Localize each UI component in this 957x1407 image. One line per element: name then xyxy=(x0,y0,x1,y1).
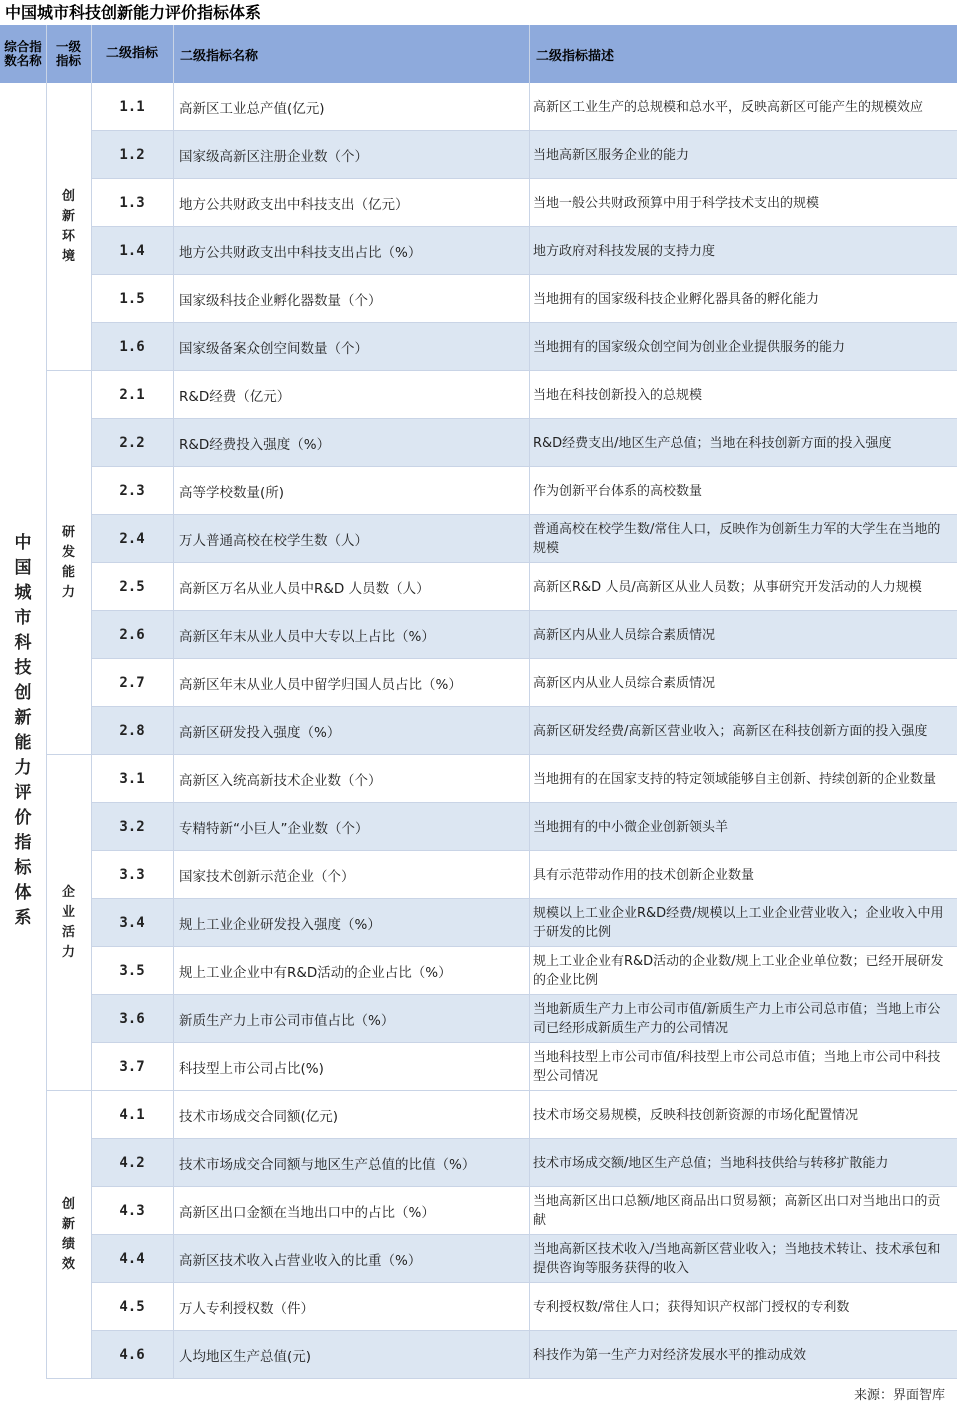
indicator-code xyxy=(91,1331,173,1379)
indicator-desc xyxy=(529,659,957,707)
indicator-name-text: 新质生产力上市公司市值占比（%） xyxy=(179,1013,395,1029)
indicator-name xyxy=(173,1331,529,1379)
indicator-code-text: 1.4 xyxy=(119,243,145,259)
indicator-code xyxy=(91,1043,173,1091)
indicator-code-text: 3.6 xyxy=(119,1011,145,1027)
indicator-code xyxy=(91,1235,173,1283)
indicator-code xyxy=(91,227,173,275)
composite-name-cell xyxy=(0,83,46,1379)
header-level2 xyxy=(91,25,173,83)
indicator-name-text: 专精特新“小巨人”企业数（个） xyxy=(179,821,369,837)
indicator-name xyxy=(173,419,529,467)
indicator-desc-text: 高新区内从业人员综合素质情况 xyxy=(533,675,716,691)
indicator-code-text: 4.5 xyxy=(119,1299,145,1315)
indicator-name xyxy=(173,611,529,659)
indicator-name-text: 高新区出口金额在当地出口中的占比（%） xyxy=(179,1205,435,1221)
indicator-desc xyxy=(529,1283,957,1331)
indicator-desc xyxy=(529,371,957,419)
indicator-name-text: 科技型上市公司占比(%) xyxy=(179,1061,324,1077)
indicator-code-text: 2.1 xyxy=(119,387,145,403)
indicator-desc-text: 地方政府对科技发展的支持力度 xyxy=(533,243,716,259)
indicator-name-text: 国家级备案众创空间数量（个） xyxy=(179,341,368,357)
indicator-code-text: 1.1 xyxy=(119,99,145,115)
indicator-desc-text: 当地拥有的国家级众创空间为创业企业提供服务的能力 xyxy=(533,339,846,355)
indicator-desc-text: 当地高新区服务企业的能力 xyxy=(533,147,690,163)
indicator-desc-text: 科技作为第一生产力对经济发展水平的推动成效 xyxy=(533,1347,807,1363)
source-note: 来源：界面智库 xyxy=(853,1388,945,1403)
indicator-name xyxy=(173,899,529,947)
indicator-desc xyxy=(529,1235,957,1283)
group-divider xyxy=(46,1090,91,1091)
column-divider xyxy=(173,25,174,1379)
composite-name: 中国城市科技创新能力评价指标体系 xyxy=(14,533,32,928)
indicator-name-text: R&D经费（亿元） xyxy=(179,389,291,405)
indicator-desc-text: 高新区工业生产的总规模和总水平，反映高新区可能产生的规模效应 xyxy=(533,99,924,115)
indicator-desc xyxy=(529,899,957,947)
header-name xyxy=(173,25,529,83)
indicator-code-text: 1.3 xyxy=(119,195,145,211)
indicator-code-text: 4.6 xyxy=(119,1347,145,1363)
level1-cell xyxy=(46,1091,91,1379)
indicator-code xyxy=(91,323,173,371)
group-divider xyxy=(46,1378,91,1379)
indicator-code-text: 2.6 xyxy=(119,627,145,643)
indicator-name xyxy=(173,1091,529,1139)
row-divider xyxy=(91,1378,957,1379)
indicator-desc xyxy=(529,83,957,131)
indicator-name xyxy=(173,323,529,371)
indicator-desc xyxy=(529,707,957,755)
indicator-desc xyxy=(529,1091,957,1139)
indicator-code xyxy=(91,1283,173,1331)
indicator-code xyxy=(91,419,173,467)
indicator-name-text: 高新区年末从业人员中大专以上占比（%） xyxy=(179,629,435,645)
indicator-name xyxy=(173,563,529,611)
indicator-name-text: 国家技术创新示范企业（个） xyxy=(179,869,355,885)
indicator-code-text: 1.5 xyxy=(119,291,145,307)
indicator-name-text: 高新区入统高新技术企业数（个） xyxy=(179,773,382,789)
indicator-name-text: 高新区技术收入占营业收入的比重（%） xyxy=(179,1253,422,1269)
indicator-desc-text: 规模以上工业企业R&D经费/规模以上工业企业营业收入；企业收入中用于研发的比例 xyxy=(533,906,944,940)
indicator-desc-text: 具有示范带动作用的技术创新企业数量 xyxy=(533,867,755,883)
indicator-desc-text: 当地拥有的在国家支持的特定领域能够自主创新、持续创新的企业数量 xyxy=(533,771,937,787)
indicator-code-text: 3.7 xyxy=(119,1059,145,1075)
indicator-code-text: 1.6 xyxy=(119,339,145,355)
indicator-desc-text: 当地新质生产力上市公司市值/新质生产力上市公司总市值；当地上市公司已经形成新质生产力的公司情况 xyxy=(533,1002,941,1036)
indicator-name xyxy=(173,83,529,131)
indicator-code-text: 3.3 xyxy=(119,867,145,883)
indicator-desc-text: 当地一般公共财政预算中用于科学技术支出的规模 xyxy=(533,195,820,211)
indicator-desc-text: 当地科技型上市公司市值/科技型上市公司总市值；当地上市公司中科技型公司情况 xyxy=(533,1050,941,1084)
indicator-desc xyxy=(529,323,957,371)
indicator-desc xyxy=(529,1187,957,1235)
indicator-code xyxy=(91,611,173,659)
indicator-code xyxy=(91,1091,173,1139)
indicator-desc-text: 技术市场交易规模，反映科技创新资源的市场化配置情况 xyxy=(533,1107,859,1123)
indicator-name xyxy=(173,1235,529,1283)
indicator-desc-text: 当地拥有的国家级科技企业孵化器具备的孵化能力 xyxy=(533,291,820,307)
indicator-code-text: 4.1 xyxy=(119,1107,145,1123)
indicator-desc xyxy=(529,995,957,1043)
indicator-code-text: 4.2 xyxy=(119,1155,145,1171)
indicator-name xyxy=(173,227,529,275)
indicator-code xyxy=(91,659,173,707)
level1-label: 创新绩效 xyxy=(61,1197,75,1272)
indicator-code-text: 3.1 xyxy=(119,771,145,787)
indicator-code-text: 3.5 xyxy=(119,963,145,979)
indicator-desc xyxy=(529,947,957,995)
indicator-table xyxy=(0,25,957,1379)
level1-cell xyxy=(46,755,91,1091)
indicator-name xyxy=(173,467,529,515)
indicator-desc xyxy=(529,131,957,179)
indicator-name-text: 国家级高新区注册企业数（个） xyxy=(179,149,368,165)
indicator-code xyxy=(91,1139,173,1187)
indicator-name-text: 高新区研发投入强度（%） xyxy=(179,725,341,741)
indicator-name xyxy=(173,275,529,323)
indicator-code-text: 2.4 xyxy=(119,531,145,547)
indicator-desc-text: 当地高新区技术收入/当地高新区营业收入；当地技术转让、技术承包和提供咨询等服务获得的收入 xyxy=(533,1242,941,1276)
indicator-name xyxy=(173,131,529,179)
indicator-name xyxy=(173,1283,529,1331)
group-divider xyxy=(46,370,91,371)
indicator-desc xyxy=(529,179,957,227)
header-name-text: 二级指标名称 xyxy=(180,48,259,64)
indicator-desc-text: 作为创新平台体系的高校数量 xyxy=(533,483,703,499)
group-divider xyxy=(46,754,91,755)
indicator-code xyxy=(91,851,173,899)
indicator-name xyxy=(173,851,529,899)
indicator-desc xyxy=(529,419,957,467)
indicator-code-text: 2.7 xyxy=(119,675,145,691)
indicator-code xyxy=(91,707,173,755)
indicator-code xyxy=(91,179,173,227)
indicator-desc-text: 高新区研发经费/高新区营业收入；高新区在科技创新方面的投入强度 xyxy=(533,723,928,739)
indicator-code xyxy=(91,947,173,995)
header-desc-text: 二级指标描述 xyxy=(536,48,615,64)
indicator-name xyxy=(173,803,529,851)
indicator-desc xyxy=(529,515,957,563)
indicator-desc xyxy=(529,611,957,659)
indicator-name-text: 人均地区生产总值(元) xyxy=(179,1349,312,1365)
indicator-desc-text: 高新区R&D 人员/高新区从业人员数；从事研究开发活动的人力规模 xyxy=(533,579,922,595)
indicator-desc xyxy=(529,755,957,803)
indicator-name-text: 技术市场成交合同额与地区生产总值的比值（%） xyxy=(179,1157,476,1173)
indicator-desc xyxy=(529,227,957,275)
header-composite-text: 综合指数名称 xyxy=(4,39,42,68)
indicator-desc-text: 普通高校在校学生数/常住人口，反映作为创新生力军的大学生在当地的规模 xyxy=(533,522,941,556)
column-divider xyxy=(46,25,47,1379)
indicator-desc xyxy=(529,1043,957,1091)
indicator-name xyxy=(173,1139,529,1187)
indicator-name xyxy=(173,995,529,1043)
indicator-code xyxy=(91,131,173,179)
indicator-code xyxy=(91,467,173,515)
indicator-name-text: 国家级科技企业孵化器数量（个） xyxy=(179,293,382,309)
indicator-desc-text: 当地在科技创新投入的总规模 xyxy=(533,387,703,403)
indicator-code-text: 2.5 xyxy=(119,579,145,595)
indicator-name xyxy=(173,947,529,995)
indicator-name-text: 地方公共财政支出中科技支出占比（%） xyxy=(179,245,422,261)
level1-label: 研发能力 xyxy=(61,525,75,600)
indicator-name-text: 万人普通高校在校学生数（人） xyxy=(179,533,368,549)
indicator-desc-text: 当地拥有的中小微企业创新领头羊 xyxy=(533,819,729,835)
indicator-name-text: 高新区年末从业人员中留学归国人员占比（%） xyxy=(179,677,462,693)
indicator-code xyxy=(91,83,173,131)
indicator-desc xyxy=(529,803,957,851)
indicator-name xyxy=(173,659,529,707)
indicator-code xyxy=(91,755,173,803)
level1-cell xyxy=(46,371,91,755)
indicator-code-text: 1.2 xyxy=(119,147,145,163)
indicator-name-text: 技术市场成交合同额(亿元) xyxy=(179,1109,339,1125)
indicator-name-text: R&D经费投入强度（%） xyxy=(179,437,331,453)
indicator-name xyxy=(173,1043,529,1091)
indicator-code-text: 4.3 xyxy=(119,1203,145,1219)
indicator-desc-text: 高新区内从业人员综合素质情况 xyxy=(533,627,716,643)
indicator-desc-text: 技术市场成交额/地区生产总值；当地科技供给与转移扩散能力 xyxy=(533,1155,889,1171)
level1-label: 企业活力 xyxy=(61,885,75,960)
level1-cell xyxy=(46,83,91,371)
indicator-name-text: 地方公共财政支出中科技支出（亿元） xyxy=(179,197,409,213)
indicator-name xyxy=(173,179,529,227)
indicator-desc-text: 专利授权数/常住人口；获得知识产权部门授权的专利数 xyxy=(533,1299,850,1315)
indicator-name xyxy=(173,707,529,755)
indicator-code-text: 3.4 xyxy=(119,915,145,931)
indicator-desc xyxy=(529,563,957,611)
indicator-desc xyxy=(529,467,957,515)
indicator-name-text: 规上工业企业中有R&D活动的企业占比（%） xyxy=(179,965,452,981)
indicator-desc-text: R&D经费支出/地区生产总值；当地在科技创新方面的投入强度 xyxy=(533,435,892,451)
indicator-code-text: 3.2 xyxy=(119,819,145,835)
indicator-desc xyxy=(529,1331,957,1379)
table-title: 中国城市科技创新能力评价指标体系 xyxy=(5,3,262,22)
indicator-code xyxy=(91,899,173,947)
indicator-desc xyxy=(529,275,957,323)
level1-label: 创新环境 xyxy=(61,189,75,264)
indicator-name xyxy=(173,371,529,419)
indicator-code xyxy=(91,515,173,563)
indicator-name-text: 规上工业企业研发投入强度（%） xyxy=(179,917,381,933)
indicator-code xyxy=(91,995,173,1043)
indicator-code-text: 4.4 xyxy=(119,1251,145,1267)
indicator-name xyxy=(173,1187,529,1235)
indicator-code-text: 2.8 xyxy=(119,723,145,739)
indicator-code xyxy=(91,1187,173,1235)
indicator-code-text: 2.2 xyxy=(119,435,145,451)
indicator-code xyxy=(91,371,173,419)
indicator-code-text: 2.3 xyxy=(119,483,145,499)
header-level1-text: 一级指标 xyxy=(55,39,81,68)
indicator-code xyxy=(91,803,173,851)
indicator-desc xyxy=(529,851,957,899)
indicator-code xyxy=(91,563,173,611)
indicator-name-text: 高新区工业总产值(亿元) xyxy=(179,101,325,117)
indicator-desc-text: 规上工业企业有R&D活动的企业数/规上工业企业单位数；已经开展研发的企业比例 xyxy=(533,954,944,988)
indicator-name-text: 高等学校数量(所) xyxy=(179,485,285,501)
indicator-name xyxy=(173,755,529,803)
header-level2-text: 二级指标 xyxy=(105,46,158,61)
header-level1 xyxy=(46,25,91,83)
indicator-desc-text: 当地高新区出口总额/地区商品出口贸易额；高新区出口对当地出口的贡献 xyxy=(533,1194,941,1228)
indicator-code xyxy=(91,275,173,323)
indicator-desc xyxy=(529,1139,957,1187)
column-divider xyxy=(91,25,92,1379)
indicator-name xyxy=(173,515,529,563)
indicator-name-text: 万人专利授权数（件） xyxy=(179,1301,314,1317)
column-divider xyxy=(529,25,530,1379)
header-composite xyxy=(0,25,46,83)
header-desc xyxy=(529,25,957,83)
indicator-name-text: 高新区万名从业人员中R&D 人员数（人） xyxy=(179,581,430,597)
